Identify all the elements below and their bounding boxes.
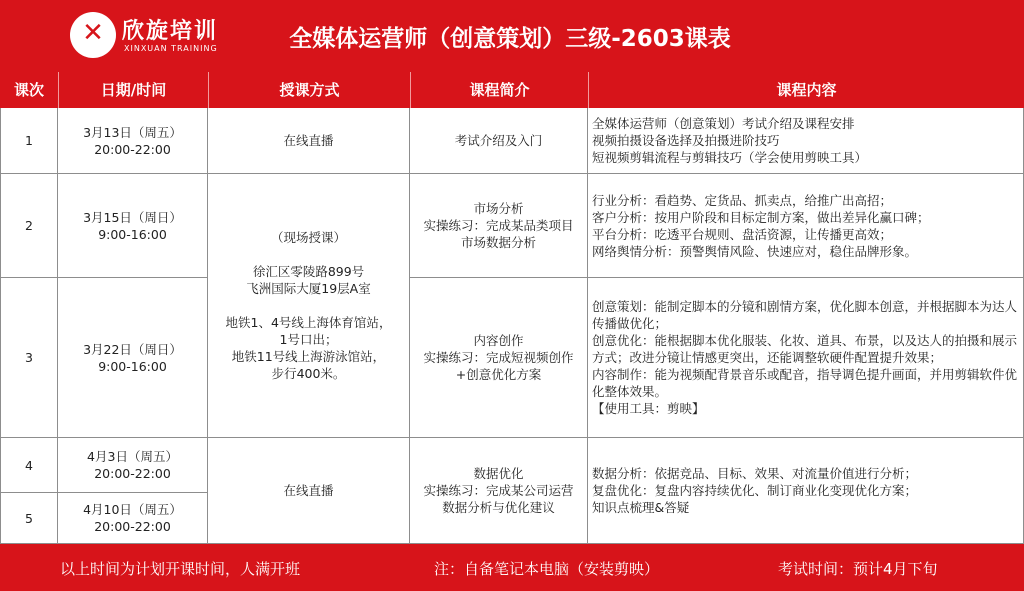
date-time-cell xyxy=(58,108,208,174)
content-line: 全媒体运营师（创意策划）考试介绍及课程安排 xyxy=(592,116,855,131)
content-cell xyxy=(588,278,1024,438)
lesson-number: 4 xyxy=(0,438,58,493)
summary-line: 考试介绍及入门 xyxy=(454,133,543,148)
col-header-lesson: 课次 xyxy=(0,72,58,108)
col-header-content: 课程内容 xyxy=(588,72,1024,108)
summary-line: 数据优化 xyxy=(473,466,524,481)
content-line: 数据分析：依据竞品、目标、效果、对流量价值进行分析； xyxy=(592,466,918,481)
lesson-date: 4月10日（周五） xyxy=(83,502,182,517)
onsite-method-cell xyxy=(208,174,410,438)
footer-laptop-note: 注：自备笔记本电脑（安装剪映） xyxy=(434,560,660,578)
onsite-label: （现场授课） xyxy=(270,230,346,245)
metro-info: 地铁11号线上海游泳馆站， xyxy=(231,349,386,364)
summary-cell xyxy=(410,108,588,174)
content-line: 客户分析：按用户阶段和目标定制方案，做出差异化赢口碑； xyxy=(592,209,930,225)
page-title: 全媒体运营师（创意策划）三级-2603课表 xyxy=(289,26,731,52)
date-time-cell xyxy=(58,278,208,438)
content-line: 短视频剪辑流程与剪辑技巧（学会使用剪映工具） xyxy=(592,150,868,165)
content-line: 内容制作：能为视频配背景音乐或配音，指导调色提升画面，并用剪辑软件优化整体效果。 xyxy=(592,367,1018,399)
content-line: 视频拍摄设备选择及拍摄进阶技巧 xyxy=(592,133,780,148)
summary-line: +创意优化方案 xyxy=(455,367,542,382)
header-banner xyxy=(0,0,1024,72)
date-time-cell xyxy=(58,493,208,544)
summary-line: 内容创作 xyxy=(473,333,524,348)
lesson-number: 5 xyxy=(0,493,58,544)
content-line: 创意优化：能根据脚本优化服装、化妆、道具、布景，以及达人的拍摄和展示方式；改进分镜让情感更突出，还能调整软硬件配置提升效果； xyxy=(592,333,1018,365)
summary-cell xyxy=(410,174,588,278)
date-time-cell xyxy=(58,438,208,493)
content-line: 平台分析：吃透平台规则、盘活资源，让传播更高效； xyxy=(592,226,893,242)
col-header-datetime: 日期/时间 xyxy=(58,72,208,108)
lesson-date: 3月22日（周日） xyxy=(83,341,182,357)
summary-line: 市场数据分析 xyxy=(460,235,536,250)
lesson-date: 3月13日（周五） xyxy=(83,124,182,140)
lesson-number: 1 xyxy=(0,108,58,174)
footer-exam-note: 考试时间：预计4月下旬 xyxy=(778,560,938,578)
summary-line: 市场分析 xyxy=(473,201,524,216)
summary-line: 数据分析与优化建议 xyxy=(442,500,555,515)
lesson-time: 9:00-16:00 xyxy=(98,226,167,242)
lesson-time: 20:00-22:00 xyxy=(94,141,171,157)
footer-schedule-note: 以上时间为计划开课时间，人满开班 xyxy=(60,560,301,578)
summary-cell xyxy=(410,278,588,438)
content-line: 知识点梳理&答疑 xyxy=(592,500,690,515)
onsite-address: 徐汇区零陵路899号 xyxy=(252,264,365,279)
lesson-number: 3 xyxy=(0,278,58,438)
col-header-summary: 课程简介 xyxy=(410,72,588,108)
lesson-time: 20:00-22:00 xyxy=(94,466,171,481)
lesson-time: 9:00-16:00 xyxy=(98,358,167,374)
content-line: 复盘优化：复盘内容持续优化、制订商业化变现优化方案； xyxy=(592,483,918,498)
metro-info: 步行400米。 xyxy=(271,366,346,381)
summary-line: 实操练习：完成短视频创作 xyxy=(423,350,574,365)
footer-banner xyxy=(0,544,1024,591)
method-cell: 在线直播 xyxy=(208,108,410,174)
date-time-cell xyxy=(58,174,208,278)
metro-info: 1号口出； xyxy=(279,332,338,347)
summary-line: 实操练习：完成某公司运营 xyxy=(423,483,574,498)
content-line: 创意策划：能制定脚本的分镜和剧情方案，优化脚本创意，并根据脚本为达人传播做优化； xyxy=(592,299,1018,331)
content-line: 行业分析：看趋势、定货品、抓卖点，给推广出高招； xyxy=(592,192,893,208)
content-cell xyxy=(588,438,1024,544)
metro-info: 地铁1、4号线上海体育馆站， xyxy=(225,315,392,330)
summary-cell xyxy=(410,438,588,544)
col-header-method: 授课方式 xyxy=(208,72,410,108)
lesson-date: 3月15日（周日） xyxy=(83,209,182,225)
lesson-time: 20:00-22:00 xyxy=(94,519,171,534)
onsite-address: 飞洲国际大厦19层A室 xyxy=(246,281,371,296)
method-cell: 在线直播 xyxy=(208,438,410,544)
content-line: 【使用工具：剪映】 xyxy=(592,401,705,416)
brand-logo xyxy=(70,12,220,60)
lesson-number: 2 xyxy=(0,174,58,278)
content-cell xyxy=(588,174,1024,278)
content-cell xyxy=(588,108,1024,174)
logo-text-en: XINXUAN TRAINING xyxy=(124,44,218,53)
summary-line: 实操练习：完成某品类项目 xyxy=(423,218,574,233)
logo-text-cn: 欣旋培训 xyxy=(122,18,219,44)
content-line: 网络舆情分析：预警舆情风险、快速应对，稳住品牌形象。 xyxy=(592,243,918,259)
lesson-date: 4月3日（周五） xyxy=(87,449,178,464)
logo-icon: ✕ xyxy=(70,12,116,58)
